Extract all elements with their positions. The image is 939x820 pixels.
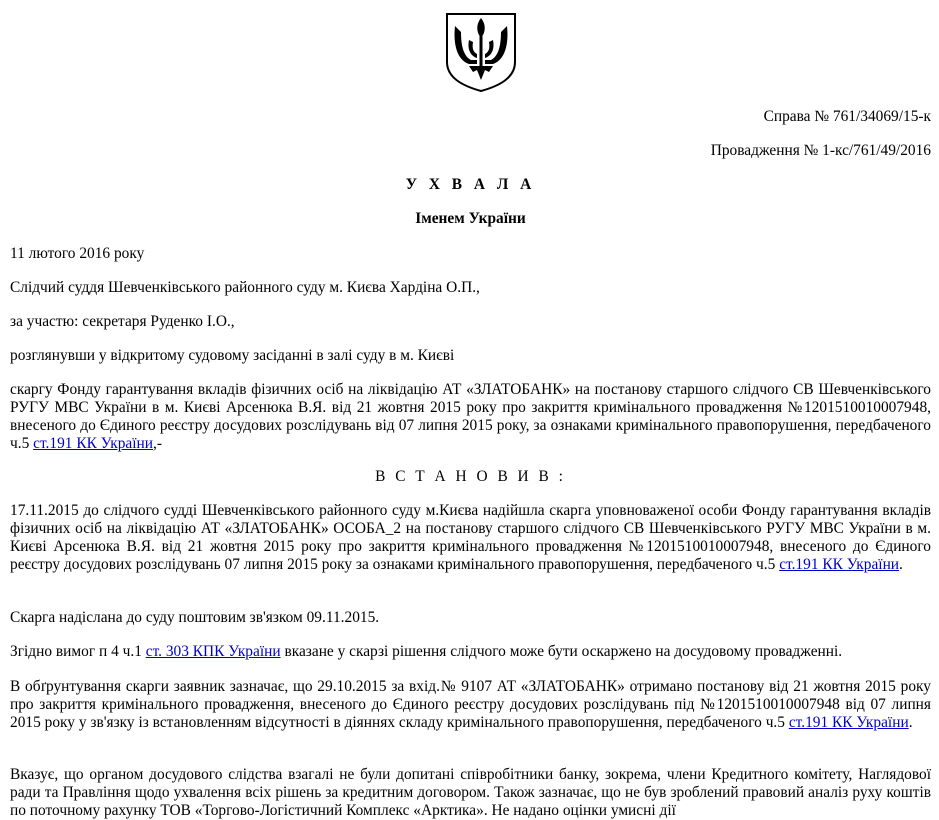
paragraph-5: Вказує, що органом досудового слідства взагалі не були допитані співробітники банку, зокрема, члени Кредитного комітету, Наглядової ради та Правління щодо ухвалення всіх рішень за кредитним договором. Також зазначає, що не був зроблений правовий аналіз руху коштів по поточному рахунку ТОВ «Торгово-Логістичний Комплекс «Арктика». Не надано оцінки умисні дії	[10, 766, 931, 819]
paragraph-3	[10, 643, 931, 661]
paragraph-4	[10, 678, 931, 732]
paragraph-3-text: Згідно вимог п 4 ч.1	[10, 643, 146, 660]
considered-line: розглянувши у відкритому судовому засіданні в залі суду в м. Києві	[10, 347, 455, 364]
paragraph-3-tail: вказане у скарзі рішення слідчого може бути оскаржено на досудовому провадженні.	[280, 643, 843, 660]
paragraph-1-tail: .	[899, 556, 903, 573]
paragraph-1-text: 17.11.2015 до слідчого судді Шевченківського районного суду м.Києва надійшла скарга уповноваженої особи Фонду гарантування вкладів фізичних осіб на ліквідацію АТ «ЗЛАТОБАНК» ОСОБА_2 на постанову старшого слідчого СВ Шевченківського РУГУ МВС України в м. Києві Арсенюка В.Я. від 21 жовтня 2015 року про закриття кримінального провадження №1201510010007948, внесеного до Єдиного реєстру досудових розслідувань 07 липня 2015 року за ознаками кримінального правопорушення, передбаченого ч.5	[10, 502, 931, 573]
established-heading: В С Т А Н О В И В :	[375, 468, 566, 485]
secretary-line: за участю: секретаря Руденко І.О.,	[10, 313, 235, 330]
page-title: У Х В А Л А	[405, 176, 536, 193]
page-subtitle: Іменем України	[415, 210, 526, 227]
case-number: Справа № 761/34069/15-к	[763, 108, 931, 125]
paragraph-2: Скарга надіслана до суду поштовим зв'язком 09.11.2015.	[10, 609, 380, 626]
paragraph-4-text: В обґрунтування скарги заявник зазначає, що 29.10.2015 за вхід.№ 9107 АТ «ЗЛАТОБАНК» отримано постанову від 21 жовтня 2015 року про закриття кримінального провадження, внесеного до Єдиного реєстру досудових розслідувань під №1201510010007948 від 07 липня 2015 року у зв'язку із встановленням відсутності в діяннях складу кримінального правопорушення, передбаченого ч.5	[10, 678, 931, 731]
article-191-link[interactable]: ст.191 КК України	[788, 714, 909, 731]
complaint-paragraph	[10, 381, 931, 453]
article-191-link[interactable]: ст.191 КК України	[33, 435, 153, 452]
paragraph-4-tail: .	[908, 714, 913, 731]
judge-line: Слідчий суддя Шевченківського районного суду м. Києва Хардіна О.П.,	[10, 279, 480, 296]
article-303-link[interactable]: ст. 303 КПК України	[145, 643, 281, 660]
proceeding-number: Провадження № 1-кс/761/49/2016	[710, 142, 931, 159]
complaint-text: скаргу Фонду гарантування вкладів фізичних осіб на ліквідацію АТ «ЗЛАТОБАНК» на постанову старшого слідчого СВ Шевченківського РУГУ МВС України в м. Києві Арсенюка В.Я. від 21 жовтня 2015 року про закриття кримінального провадження №1201510010007948, внесеного до Єдиного реєстру досудових розслідувань від 07 липня 2015 року, за ознаками кримінального правопорушення, передбаченого ч.5	[10, 381, 931, 452]
article-191-link[interactable]: ст.191 КК України	[779, 556, 900, 573]
complaint-tail: ,-	[153, 435, 162, 452]
ukraine-trident-emblem-icon	[441, 10, 521, 92]
paragraph-1	[10, 502, 931, 574]
ruling-date: 11 лютого 2016 року	[10, 245, 145, 262]
